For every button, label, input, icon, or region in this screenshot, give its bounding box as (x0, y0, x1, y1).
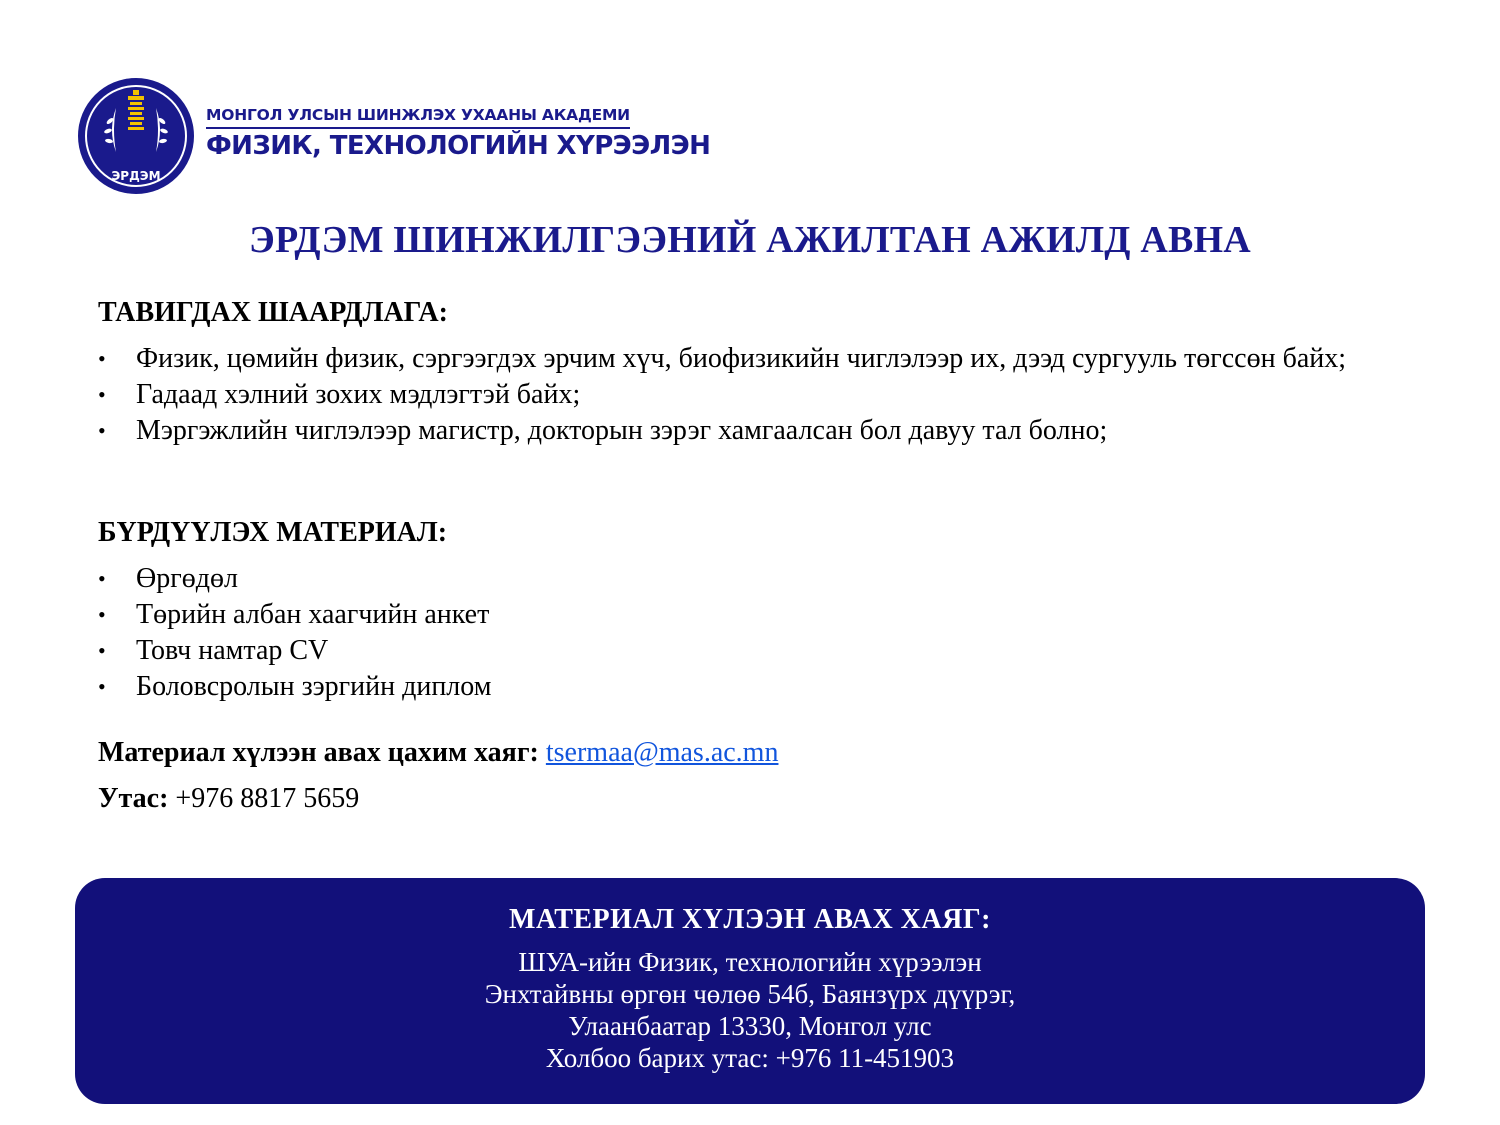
academy-seal-logo (76, 76, 196, 196)
list-item: • Өргөдөл (98, 561, 1398, 597)
footer-line: Энхтайвны өргөн чөлөө 54б, Баянзүрх дүүрэг, (484, 979, 1016, 1009)
list-item: • Төрийн албан хаагчийн анкет (98, 597, 1398, 633)
email-label: Материал хүлээн авах цахим хаяг: (98, 737, 539, 768)
list-item: • Гадаад хэлний зохих мэдлэгтэй байх; (98, 377, 1398, 413)
organization-name (206, 105, 710, 161)
address-footer (75, 878, 1425, 1104)
footer-line: Холбоо барих утас: +976 11-451903 (545, 1043, 955, 1073)
footer-line: ШУА-ийн Физик, технологийн хүрээлэн (518, 947, 982, 977)
footer-line: Улаанбаатар 13330, Монгол улс (568, 1011, 932, 1041)
requirements-list (98, 341, 1398, 449)
list-item: • Мэргэжлийн чиглэлээр магистр, докторын зэрэг хамгаалсан бол давуу тал болно; (98, 413, 1398, 449)
header (76, 76, 710, 196)
phone-number: +976 8817 5659 (175, 783, 360, 814)
requirements-heading: ТАВИГДАХ ШААРДЛАГА: (98, 297, 448, 328)
svg-text:ЭРДЭМ: ЭРДЭМ (111, 169, 161, 183)
institute-name: ФИЗИК, ТЕХНОЛОГИЙН ХҮРЭЭЛЭН (206, 131, 711, 161)
materials-heading: БҮРДҮҮЛЭХ МАТЕРИАЛ: (98, 517, 448, 548)
email-line (98, 737, 778, 769)
list-item: • Товч намтар CV (98, 633, 1398, 669)
materials-list (98, 561, 1398, 705)
academy-name: МОНГОЛ УЛСЫН ШИНЖЛЭХ УХААНЫ АКАДЕМИ (206, 106, 630, 129)
list-item: • Боловсролын зэргийн диплом (98, 669, 1398, 705)
email-link[interactable]: tsermaa@mas.ac.mn (545, 737, 779, 768)
footer-title: МАТЕРИАЛ ХҮЛЭЭН АВАХ ХАЯГ: (509, 904, 991, 935)
phone-label: Утас: (98, 783, 169, 814)
page-title: ЭРДЭМ ШИНЖИЛГЭЭНИЙ АЖИЛТАН АЖИЛД АВНА (249, 219, 1251, 261)
footer-address (75, 946, 1425, 1074)
phone-line (98, 783, 359, 815)
list-item: • Физик, цөмийн физик, сэргээгдэх эрчим хүч, биофизикийн чиглэлээр их, дээд сургууль төгссөн байх; (98, 341, 1398, 377)
